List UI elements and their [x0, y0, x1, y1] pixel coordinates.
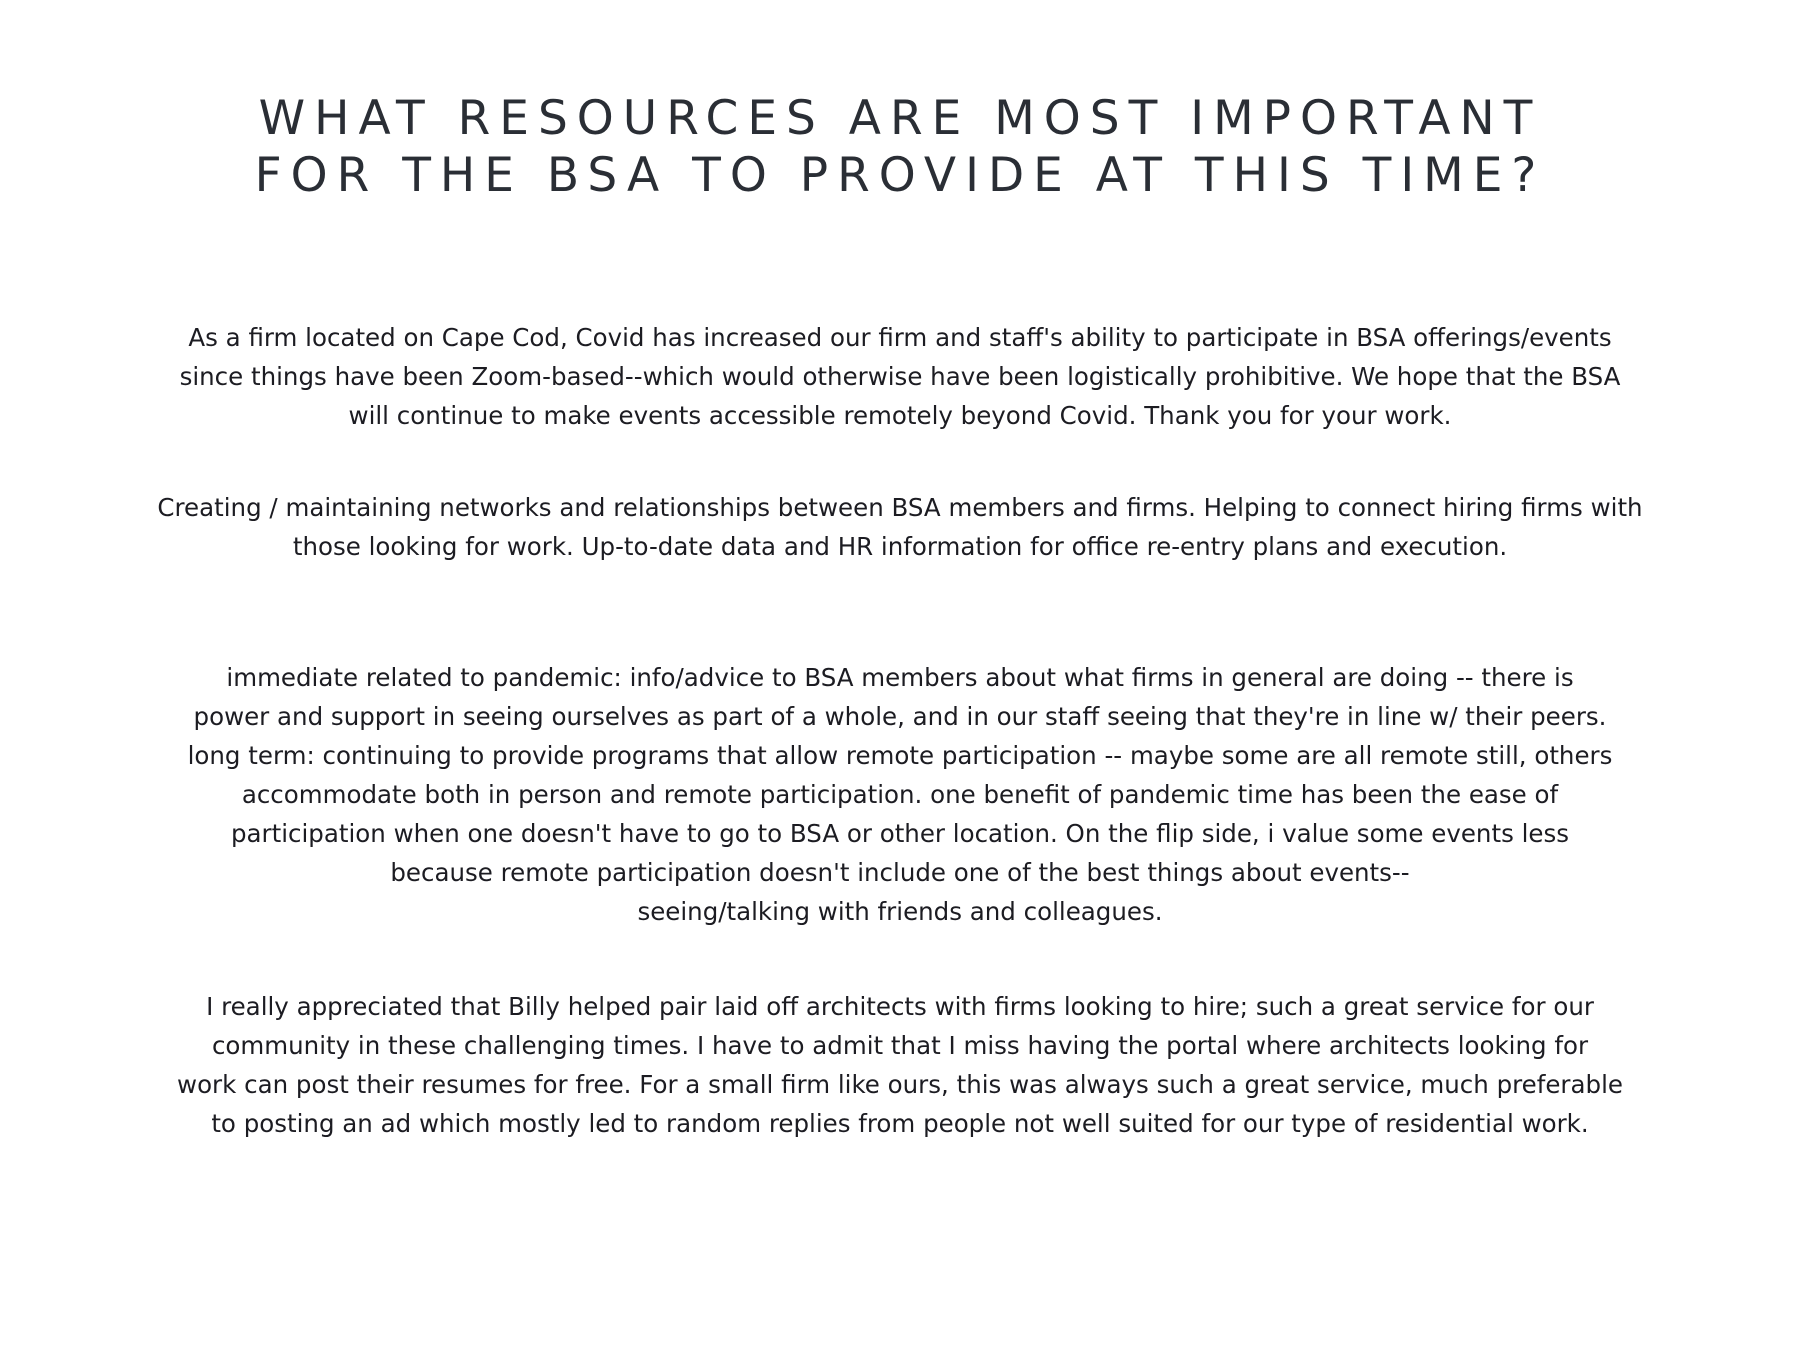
- response-line: participation when one doesn't have to go to BSA or other location. On the flip side, i value some events less: [230, 819, 1570, 848]
- response-line: work can post their resumes for free. For a small firm like ours, this was always such a great service, much preferable: [177, 1070, 1623, 1099]
- response-line: since things have been Zoom-based--which would otherwise have been logistically prohibitive. We hope that the BSA: [179, 362, 1621, 391]
- response-job-portal: [60, 987, 1740, 1143]
- response-line: accommodate both in person and remote participation. one benefit of pandemic time has been the ease of: [241, 780, 1559, 809]
- response-pandemic: [60, 658, 1740, 931]
- response-line: seeing/talking with friends and colleagues.: [637, 897, 1163, 926]
- question-title: [150, 90, 1650, 204]
- question-title-line: WHAT RESOURCES ARE MOST IMPORTANT: [258, 91, 1542, 146]
- question-title-line: FOR THE BSA TO PROVIDE AT THIS TIME?: [254, 148, 1546, 203]
- response-line: to posting an ad which mostly led to random replies from people not well suited for our type of residential work.: [211, 1109, 1589, 1138]
- response-line: those looking for work. Up-to-date data and HR information for office re-entry plans and execution.: [292, 532, 1508, 561]
- response-line: long term: continuing to provide programs that allow remote participation -- maybe some are all remote still, others: [187, 741, 1613, 770]
- response-cape-cod: [60, 318, 1740, 435]
- response-line: As a firm located on Cape Cod, Covid has increased our firm and staff's ability to participate in BSA offerings/events: [188, 323, 1612, 352]
- response-line: power and support in seeing ourselves as part of a whole, and in our staff seeing that they're in line w/ their peers.: [193, 702, 1607, 731]
- response-line: community in these challenging times. I have to admit that I miss having the portal where architects looking for: [211, 1031, 1589, 1060]
- response-line: Creating / maintaining networks and relationships between BSA members and firms. Helping to connect hiring firms with: [157, 493, 1643, 522]
- response-line: immediate related to pandemic: info/advice to BSA members about what firms in general are doing -- there is: [226, 663, 1574, 692]
- response-line: will continue to make events accessible remotely beyond Covid. Thank you for your work.: [348, 401, 1452, 430]
- response-line: because remote participation doesn't include one of the best things about events--: [390, 858, 1410, 887]
- response-networks: [60, 488, 1740, 566]
- response-line: I really appreciated that Billy helped pair laid off architects with firms looking to hire; such a great service for our: [206, 992, 1594, 1021]
